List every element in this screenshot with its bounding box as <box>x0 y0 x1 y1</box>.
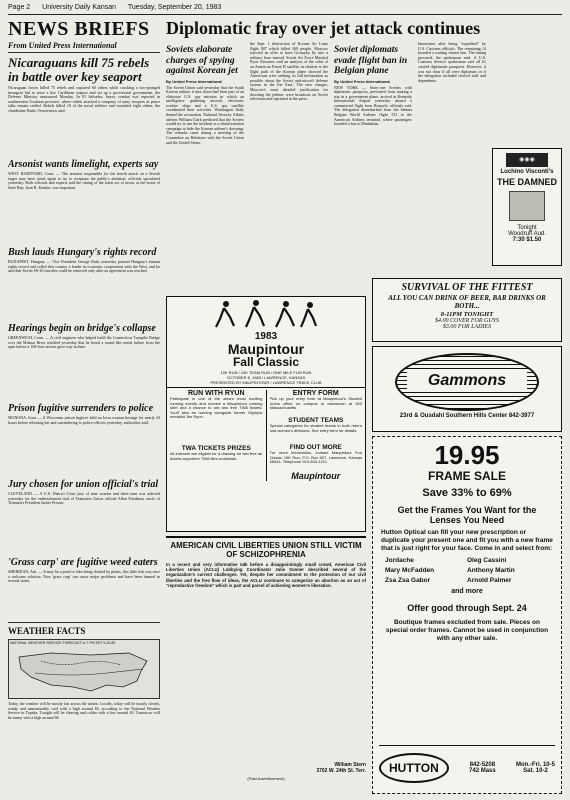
aclu-body: In a recent and very informative talk before a disappointingly small crowd, American Civil Liberties Union (ACLU) Lobbying Coordinator Julie Sonner described several of the organization's current challenges. Yet, despite her commitment to the protection of our civil liberties and the free flow of ideas, the ACLU continues to categorize an abortion as an act of "reproductive freedom" which is part and parcel of achieving women's liberation. <box>166 562 366 588</box>
weather-map-caption: NATIONAL WEATHER SERVICE FORECAST to 7 PM EST 9-20-83 <box>10 641 116 645</box>
runners-graphic <box>167 299 365 331</box>
race-year: 1983 <box>254 331 278 342</box>
aclu-footer: (Paid Advertisement) <box>247 776 285 781</box>
soviets-story-continued <box>250 42 328 292</box>
hutton-phone: 842-5208 <box>469 762 496 768</box>
hutton-saturday: Sat. 10-2 <box>523 768 548 774</box>
frame-offer: Offer good through Sept. 24 <box>407 603 527 613</box>
story-body: the Sept. 1 destruction of Korean Air Lines flight 007 which killed 269 people. Moscow rejected an offer to have Gromyko fly into a military base instead. Soviet Air Force Marshal Pyotr Kirsanov said an analysis of the orbit of an American Ferret-D satellite in relation to the flight path of the Korean plane showed the Americans were seeking 'as full information as possible about the Soviet anti-aircraft defense system in the Far East.' The new charges, Moscow's most detailed justification for downing the jetliner, were broadcast on Soviet television and reprinted in the press. <box>250 42 328 102</box>
news-briefs-title: NEWS BRIEFS <box>8 18 150 40</box>
frame-brand: Zsa Zsa Gabor <box>385 577 431 584</box>
story-body: limousines after being "expedited" by U.S. Customs officials. The remaining 14 boarded a waiting charter bus. The timing procured, the spokesman said. A U.S. Customs Service spokesman said all 61 carried diplomatic passports. However, it was not clear if all were diplomats or if the delegation included clerical staff and dependents. <box>418 42 486 83</box>
run-with-ryun-title: RUN WITH RYUN <box>187 390 245 397</box>
twa-body: All entrants are eligible for a drawing for two free air tickets anywhere TWA flies worldwide. <box>170 452 263 461</box>
frame-more: and more <box>451 588 483 595</box>
cinema-tonight: Tonight <box>517 225 537 231</box>
frame-price: 19.95 <box>434 440 500 470</box>
runners-icon <box>206 299 326 329</box>
aclu-signature: William Stern <box>334 762 366 768</box>
frame-body: Hutton Optical can fill your new prescription or duplicate your present one and fit you with a new frame that is just right for your face. Come in and select from: <box>381 529 553 552</box>
cinema-brand: Luchino Visconti's <box>500 169 554 175</box>
entry-form-title: ENTRY FORM <box>292 390 339 397</box>
race-date: OCTOBER 8, 1983 / LAWRENCE, KANSAS <box>226 375 306 380</box>
aclu-address: 3702 W. 24th St. Terr. <box>316 768 366 774</box>
cinema-title: THE DAMNED <box>497 177 557 187</box>
race-name: Maupintour <box>227 341 305 357</box>
survival-ad <box>372 278 562 342</box>
story-byline: By United Press International <box>334 78 390 84</box>
student-teams-body: Special categories for student teams in both men's and women's divisions. See entry form for details. <box>269 424 362 433</box>
diplomats-story-continued <box>418 42 486 192</box>
gammons-logo <box>395 353 539 411</box>
brief-headline: Prison fugitive surrenders to police <box>8 403 154 414</box>
find-out-more-title: FIND OUT MORE <box>289 444 342 451</box>
weather-body: Today, the weather will be mostly fair across the nation. Locally, today will be mostly clearly, windy and unseasonably cool with a high around 65, according to the National Weather Service in Topeka. Tonight will be clearing and colder with a low around 40. Tomorrow will be sunny with a high around 68. <box>8 702 160 720</box>
us-map-icon <box>11 647 159 695</box>
hutton-footer <box>379 745 555 787</box>
soviets-story <box>166 42 244 292</box>
cinema-aud: Aud. <box>533 231 546 237</box>
issue-date: Tuesday, September 20, 1983 <box>127 4 222 11</box>
frame-sale-ad <box>372 436 562 794</box>
weather-title: WEATHER FACTS <box>8 626 86 636</box>
survival-line4: $3.00 FOR LADIES <box>442 324 492 330</box>
aclu-ad <box>166 536 366 794</box>
cinema-time: 7:30 <box>512 237 525 243</box>
cinema-venue: Woodruff <box>508 231 533 237</box>
survival-line2: 8-11PM TONIGHT <box>440 311 494 318</box>
weather-map <box>8 639 160 699</box>
survival-line1: ALL YOU CAN DRINK OF BEER, BAR DRINKS OR BOTH... <box>388 294 546 310</box>
story-body: NEW YORK — Sixty-one Soviets with diplomatic passports, prevented from making a trip in a government plane, arrived at Kennedy International Airport yesterday aboard a commercial flight from Brussels, officials said. The delegation disembarked from the Sabena Belgian World Airlines flight 531 at the American Airlines terminal, where passengers boarded a bus to Manhattan. <box>334 85 412 127</box>
film-reel-icon: ◉◉◉ <box>506 153 548 167</box>
maupintour-logo: Maupintour <box>291 471 341 481</box>
frame-brand: Arnold Palmer <box>467 577 512 584</box>
brief-headline: Hearings begin on bridge's collapse <box>8 323 156 334</box>
frame-fine-print: Boutique frames excluded from sale. Pieces on special order frames. Cannot be used in conjunction with any other sale. <box>385 619 549 642</box>
twa-title: TWA TICKETS PRIZES <box>181 445 251 452</box>
frame-brand: Jordache <box>385 557 414 564</box>
survival-line3: $4.00 COVER FOR GUYS <box>435 318 499 324</box>
frame-brand: Mary McFadden <box>385 567 435 574</box>
gammons-ad <box>372 346 562 432</box>
cinema-price: $1.50 <box>526 237 542 243</box>
main-headline: Diplomatic fray over jet attack continues <box>166 18 481 38</box>
frame-brand: Anthony Martin <box>467 567 515 574</box>
page-header <box>8 4 562 15</box>
aclu-headline: AMERICAN CIVIL LIBERTIES UNION STILL VICTIM OF SCHIZOPHRENIA <box>166 536 366 559</box>
brief-headline: Nicaraguans kill 75 rebels in battle over key seaport <box>8 55 150 84</box>
student-teams-title: STUDENT TEAMS <box>288 417 344 424</box>
cinema-ad <box>492 148 562 266</box>
brief-body: MONONA, Iowa — A Wisconsin prison fugitive held an Iowa woman hostage for nearly 24 hours before releasing her and surrendering to police officers yesterday, authorities said. <box>8 416 160 425</box>
story-byline: By United Press International <box>166 78 222 84</box>
find-out-more-body: For more information, contact Maupintour Fun Classic 10K Run, P.O. Box 807, Lawrence, Kansas 66044. Telephone 913-843-1211. <box>269 451 362 465</box>
brief-body: Nicaraguan forces killed 75 rebels and captured 60 others while crushing a two-pronged insurgent bid to seize a key Caribbean seaport and set up a provisional government, the Defense Ministry announced Monday. In El Salvador, heavy combat was reported in southeastern Usulutan province, where rebels attacked a company of army troopers as peace talks remain stalled. Rebels killed 10 of the naval soldiers and wounded eight others, the clandestine Radio Venceremos said. <box>8 86 160 113</box>
brief-body: BUDAPEST, Hungary — Vice President George Bush yesterday praised Hungary's human rights record and called that country a leader in economic cooperation with the West, and he said that Soviet SS-20 missiles could be removed only after an agreement was reached. <box>8 260 160 274</box>
gammons-name: Gammons <box>407 371 527 391</box>
brief-headline: Arsonist wants limelight, experts say <box>8 159 159 170</box>
story-headline: Soviets elaborate charges of spying against Korean jet <box>166 45 238 76</box>
frame-sale-label: FRAME SALE <box>428 469 506 483</box>
hutton-hours: Mon.-Fri. 10-5 <box>515 762 555 768</box>
brief-headline: Bush lauds Hungary's rights record <box>8 247 157 258</box>
frame-brand: Oleg Cassini <box>467 557 507 564</box>
race-sponsor: PRESENTED BY MAUPINTOUR / LAWRENCE TRACK CLUB <box>167 380 365 388</box>
diplomats-story <box>334 42 412 292</box>
entry-form-body: Pick up your entry form at Maupintour's Student Union office on campus or downtown at 900 Massachusetts. <box>269 397 362 411</box>
race-tagline: 10K RUN / 10K TEAM RUN / ONE MILE FUN RUN <box>220 370 312 375</box>
hutton-address: 742 Mass <box>469 768 496 774</box>
brief-body: SHERIDAN, Ark. — It may be a pond or lake being choked by plants, this little fish was once a welcome solution. Now 'grass carp' can cause major problems and have been banned in several states. <box>8 570 160 584</box>
story-headline: Soviet diplomats evade flight ban in Belgian plane <box>334 45 408 76</box>
frame-pitch: Get the Frames You Want for the Lenses You Need <box>397 505 537 525</box>
story-body: The Soviet Union said yesterday that the South Korean airliner it shot down had been part of an elaborate U.S. spy mission in which an intelligence gathering aircraft, electronic warfare ships and a U.S. spy satellite coordinated their activities. Washington flatly denied the accusation. National Security Affairs adviser William Clark predicted that the Soviets would try to use the incident as a disinformation campaign to hide the Korean airliner's downing. The remarks came during a meeting of the Committee on Relations with the Soviet Union and the United States. <box>166 85 244 145</box>
gammons-address: 23rd & Ousdahl Southern Hills Center 842-3977 <box>399 413 535 419</box>
paper-name: University Daily Kansan <box>42 4 117 11</box>
brief-headline: 'Grass carp' are fugitive weed eaters <box>8 557 158 568</box>
brief-body: WEST HARTFORD, Conn. — The arsonist responsible for the fourth attack on a Jewish target may have acted again to try to recapture the public's attention, officials speculated yesterday. Both officials and experts said the timing of the latest act of arson, at the home of State Rep. Joan R. Kemler, was important. <box>8 172 160 190</box>
brief-body: GREENWICH, Conn. — A civil engineer who helped build the Connecticut Turnpike Bridge over the Mianus River testified yesterday that he heard a sound like metal failure from the span before a 100-foot section gave way in June. <box>8 336 160 350</box>
race-subname: Fall Classic <box>232 355 300 369</box>
brief-headline: Jury chosen for union official's trial <box>8 479 159 490</box>
frame-brands <box>385 557 549 584</box>
survival-title: SURVIVAL OF THE FITTEST <box>401 282 533 293</box>
cinema-portrait <box>509 191 545 221</box>
maupintour-ad <box>166 296 366 532</box>
frame-save: Save 33% to 69% <box>422 487 512 499</box>
page-number: Page 2 <box>8 4 31 11</box>
news-briefs-column <box>8 18 160 796</box>
brief-body: CLEVELAND — A U.S. District Court jury of nine women and three men was selected yesterday for the embezzlement trial of Teamsters Union official Allen Friedman, uncle of Teamsters President Jackie Presser. <box>8 492 160 506</box>
run-with-ryun-body: Participate in one of the area's most exciting running events and receive a Maupintour running shirt and a chance to win two free TWA tickets. You'll also be running alongside former Olympic medalist Jim Ryun. <box>170 397 263 420</box>
hutton-logo: HUTTON <box>379 753 449 783</box>
news-briefs-subtitle: From United Press International <box>8 41 117 50</box>
